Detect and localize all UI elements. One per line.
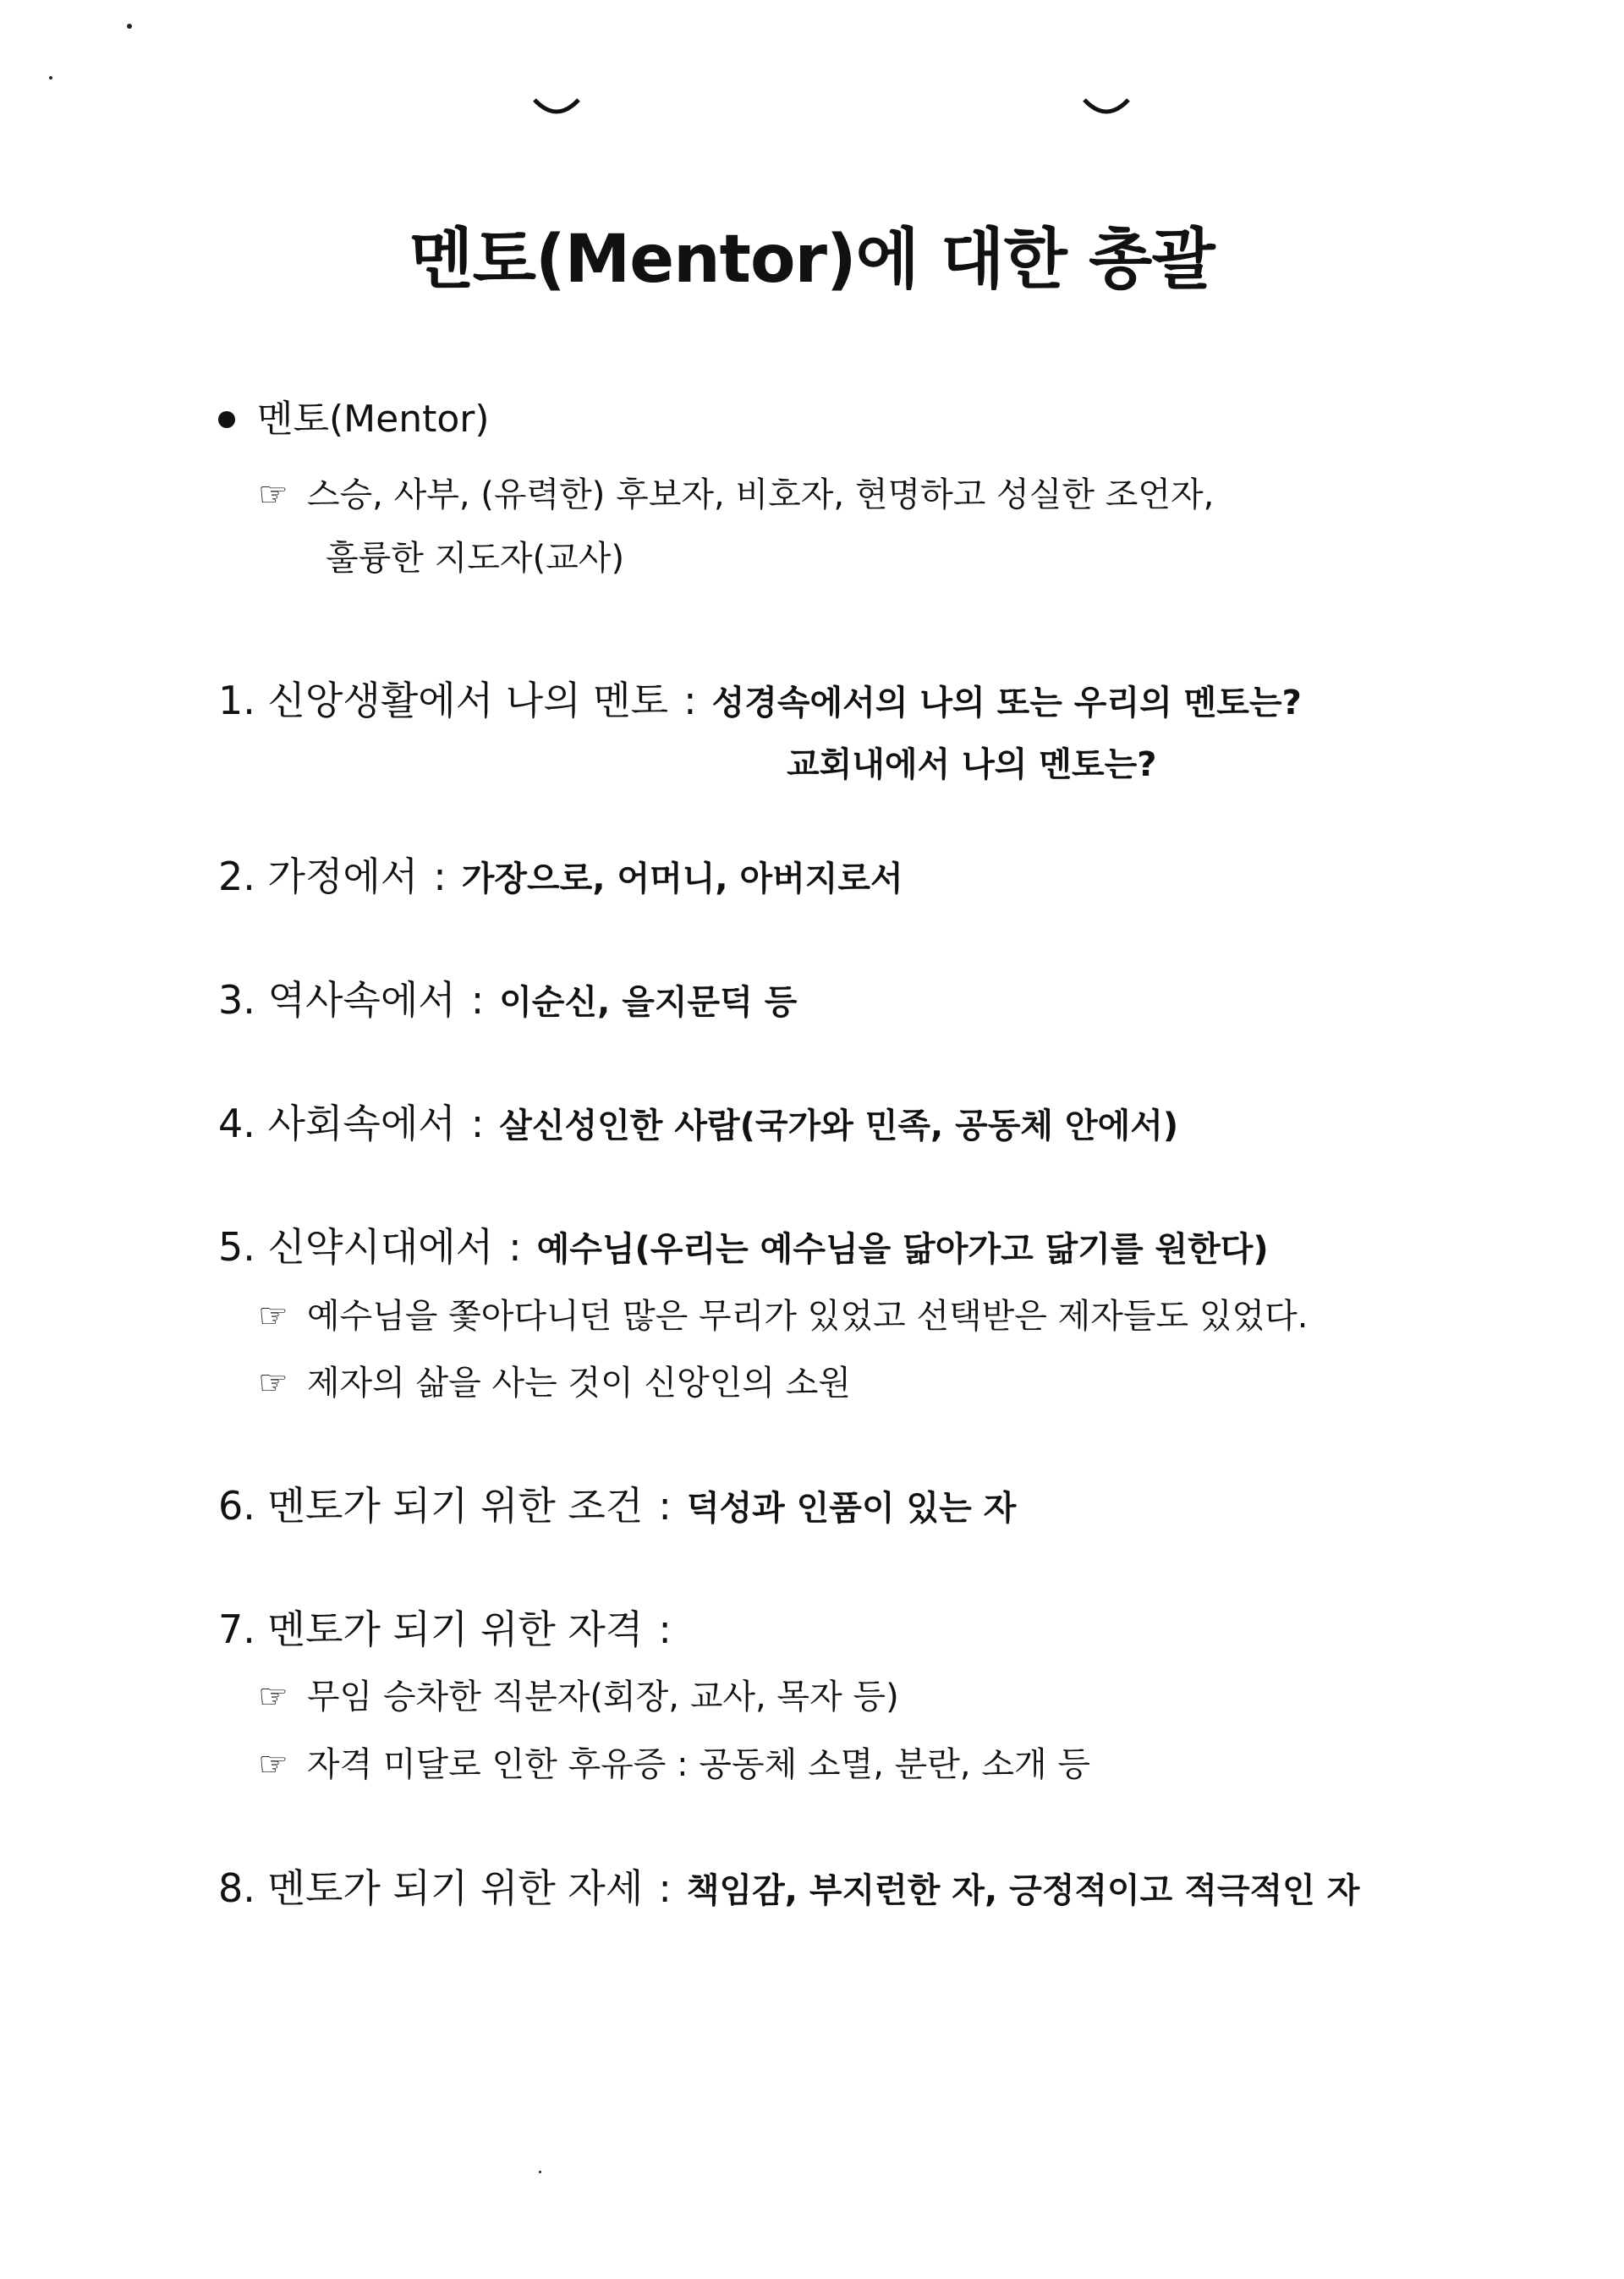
list-item: 2. 가정에서 : 가장으로, 어머니, 아버지로서 [218,854,903,899]
pointing-hand-icon: ☞ [258,1745,288,1784]
list-item: 7. 멘토가 되기 위한 자격 : [218,1606,672,1652]
pointing-hand-icon: ☞ [258,475,288,514]
punch-hole-right-mark [1081,95,1132,120]
list-subitem: ☞ 제자의 삶을 사는 것이 신앙인의 소원 [258,1364,852,1403]
page-title: 멘토(Mentor)에 대한 총괄 [409,222,1215,298]
bullet-dot-icon [218,411,235,428]
intro-definition-line: ☞ 스승, 사부, (유력한) 후보자, 비호자, 현명하고 성실한 조언자, [258,475,1215,514]
list-item: 8. 멘토가 되기 위한 자세 : 책임감, 부지런한 자, 긍정적이고 적극적인 자 [218,1865,1360,1911]
list-item: 5. 신약시대에서 : 예수님(우리는 예수님을 닮아가고 닮기를 원한다) [218,1224,1269,1270]
pointing-hand-icon: ☞ [258,1364,288,1403]
scan-speck [127,24,132,29]
pointing-hand-icon: ☞ [258,1678,288,1716]
intro-heading: 멘토(Mentor) [257,398,490,441]
scan-speck [49,76,52,80]
list-item-continuation: 교회내에서 나의 멘토는? [787,745,1157,784]
pointing-hand-icon: ☞ [258,1297,288,1336]
list-subitem: ☞ 자격 미달로 인한 후유증 : 공동체 소멸, 분란, 소개 등 [258,1745,1090,1784]
list-item: 6. 멘토가 되기 위한 조건 : 덕성과 인품이 있는 자 [218,1483,1017,1529]
scan-speck [539,2171,541,2173]
list-item: 4. 사회속에서 : 살신성인한 사람(국가와 민족, 공동체 안에서) [218,1101,1179,1146]
intro-definition-line: 훌륭한 지도자(교사) [326,539,625,578]
list-item: 1. 신앙생활에서 나의 멘토 : 성경속에서의 나의 또는 우리의 멘토는? [218,678,1302,723]
list-subitem: ☞ 무임 승차한 직분자(회장, 교사, 목자 등) [258,1678,899,1716]
list-item: 3. 역사속에서 : 이순신, 을지문덕 등 [218,977,798,1023]
list-subitem: ☞ 예수님을 쫓아다니던 많은 무리가 있었고 선택받은 제자들도 있었다. [258,1297,1309,1336]
punch-hole-left-mark [531,95,582,120]
